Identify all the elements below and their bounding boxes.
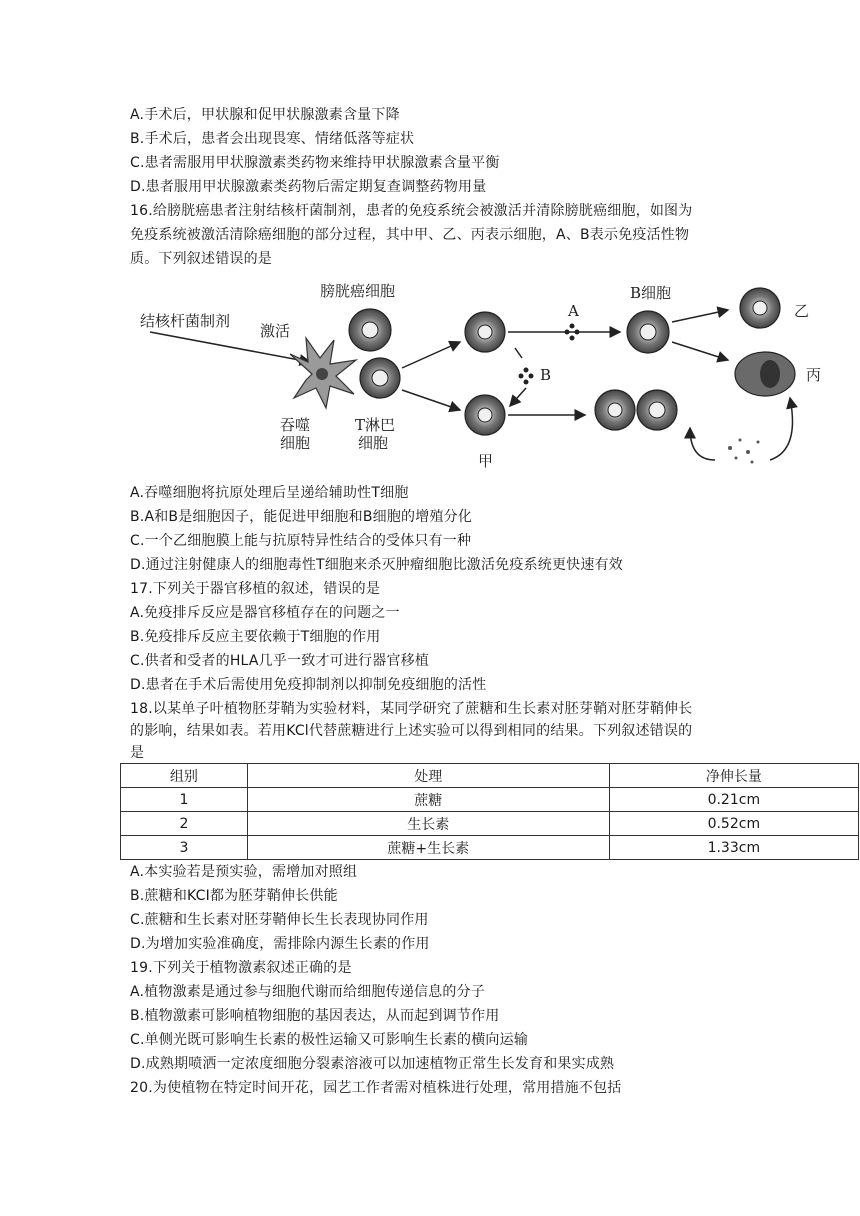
- table-cell: 0.52cm: [609, 812, 858, 836]
- t-cell-label-1: T淋巴: [355, 416, 396, 434]
- q17-option-d: D.患者在手术后需使用免疫抑制剂以抑制免疫细胞的活性: [130, 677, 487, 693]
- table-cell: 0.21cm: [609, 788, 858, 812]
- q16-option-c: C.一个乙细胞膜上能与抗原特异性结合的受体只有一种: [130, 533, 472, 549]
- table-cell: 1.33cm: [609, 836, 858, 860]
- phagocyte-label-2: 细胞: [280, 434, 311, 452]
- b-cell-label: B细胞: [630, 284, 672, 302]
- immune-response-diagram: [130, 270, 850, 475]
- q19-option-d: D.成熟期喷洒一定浓度细胞分裂素溶液可以加速植物正常生长发育和果实成熟: [130, 1056, 615, 1072]
- q18-stem-line-1: 18.以某单子叶植物胚芽鞘为实验材料，某同学研究了蔗糖和生长素对胚芽鞘对胚芽鞘伸长: [130, 701, 693, 717]
- cell-jia: [465, 395, 505, 435]
- table-cell: 3: [121, 836, 248, 860]
- cytotoxic-t-cell: [595, 390, 635, 430]
- q16-stem-line-1: 16.给膀胱癌患者注射结核杆菌制剂，患者的免疫系统会被激活并清除膀胱癌细胞，如图为: [130, 203, 693, 219]
- phagocyte-cell: [290, 338, 356, 408]
- table-header-row: [121, 764, 859, 788]
- q19-option-a: A.植物激素是通过参与细胞代谢而给细胞传递信息的分子: [130, 984, 485, 1000]
- substance-b: [519, 368, 534, 385]
- q15-option-b: B.手术后，患者会出现畏寒、情绪低落等症状: [130, 131, 415, 147]
- table-cell: 蔗糖: [247, 788, 609, 812]
- helper-t-cell: [465, 312, 505, 352]
- jia-label: 甲: [478, 452, 494, 470]
- q18-option-d: D.为增加实验准确度，需排除内源生长素的作用: [130, 936, 430, 952]
- q15-option-a: A.手术后，甲状腺和促甲状腺激素含量下降: [130, 107, 400, 123]
- q19-option-c: C.单侧光既可影响生长素的极性运输又可影响生长素的横向运输: [130, 1032, 529, 1048]
- q18-option-b: B.蔗糖和KCI都为胚芽鞘伸长供能: [130, 888, 338, 904]
- table-header-cell: 组别: [121, 764, 248, 788]
- activate-label: 激活: [260, 322, 291, 340]
- yi-label: 乙: [794, 302, 810, 320]
- q20-stem: 20.为使植物在特定时间开花，园艺工作者需对植株进行处理，常用措施不包括: [130, 1080, 622, 1096]
- phagocyte-label-1: 吞噬: [280, 416, 311, 434]
- t-lymphocyte-cell: [360, 358, 400, 398]
- bing-label: 丙: [806, 366, 822, 384]
- q16-stem-line-3: 质。下列叙述错误的是: [130, 251, 272, 267]
- cancer-cell-label: 膀胱癌细胞: [320, 282, 396, 300]
- table-cell: 2: [121, 812, 248, 836]
- q15-option-d: D.患者服用甲状腺激素类药物后需定期复查调整药物用量: [130, 179, 487, 195]
- q15-option-c: C.患者需服用甲状腺激素类药物来维持甲状腺激素含量平衡: [130, 155, 500, 171]
- table-header-cell: 净伸长量: [609, 764, 858, 788]
- cancer-cell: [349, 309, 391, 351]
- a-label: A: [568, 302, 579, 320]
- q16-option-d: D.通过注射健康人的细胞毒性T细胞来杀灭肿瘤细胞比激活免疫系统更快速有效: [130, 557, 623, 573]
- b-cell: [627, 311, 669, 353]
- table-cell: 1: [121, 788, 248, 812]
- q19-stem: 19.下列关于植物激素叙述正确的是: [130, 960, 352, 976]
- t-cell-label-2: 细胞: [358, 434, 389, 452]
- table-row: [121, 836, 859, 860]
- q16-stem-line-2: 免疫系统被激活清除癌细胞的部分过程，其中甲、乙、丙表示细胞，A、B表示免疫活性物: [130, 227, 690, 243]
- q18-option-c: C.蔗糖和生长素对胚芽鞘伸长生长表现协同作用: [130, 912, 429, 928]
- q17-option-c: C.供者和受者的HLA几乎一致才可进行器官移植: [130, 653, 430, 669]
- table-row: [121, 812, 859, 836]
- q16-option-b: B.A和B是细胞因子，能促进甲细胞和B细胞的增殖分化: [130, 509, 473, 525]
- q18-stem-line-2: 的影响，结果如表。若用KCl代替蔗糖进行上述实验可以得到相同的结果。下列叙述错误的: [130, 723, 693, 739]
- q18-stem-line-3: 是: [130, 745, 145, 761]
- q18-option-a: A.本实验若是预实验，需增加对照组: [130, 864, 358, 880]
- table-row: [121, 788, 859, 812]
- cell-bing: [735, 352, 795, 396]
- q17-option-a: A.免疫排斥反应是器官移植存在的问题之一: [130, 605, 400, 621]
- lysed-cell-debris: [728, 439, 760, 464]
- experiment-table: [120, 763, 859, 860]
- q17-stem: 17.下列关于器官移植的叙述，错误的是: [130, 581, 381, 597]
- table-cell: 蔗糖+生长素: [247, 836, 609, 860]
- table-header-cell: 处理: [247, 764, 609, 788]
- b-label: B: [540, 366, 552, 384]
- table-cell: 生长素: [247, 812, 609, 836]
- q19-option-b: B.植物激素可影响植物细胞的基因表达，从而起到调节作用: [130, 1008, 500, 1024]
- cell-yi: [740, 288, 780, 328]
- q17-option-b: B.免疫排斥反应主要依赖于T细胞的作用: [130, 629, 381, 645]
- agent-label: 结核杆菌制剂: [140, 312, 231, 330]
- target-cancer-cell: [637, 390, 677, 430]
- q16-option-a: A.吞噬细胞将抗原处理后呈递给辅助性T细胞: [130, 485, 409, 501]
